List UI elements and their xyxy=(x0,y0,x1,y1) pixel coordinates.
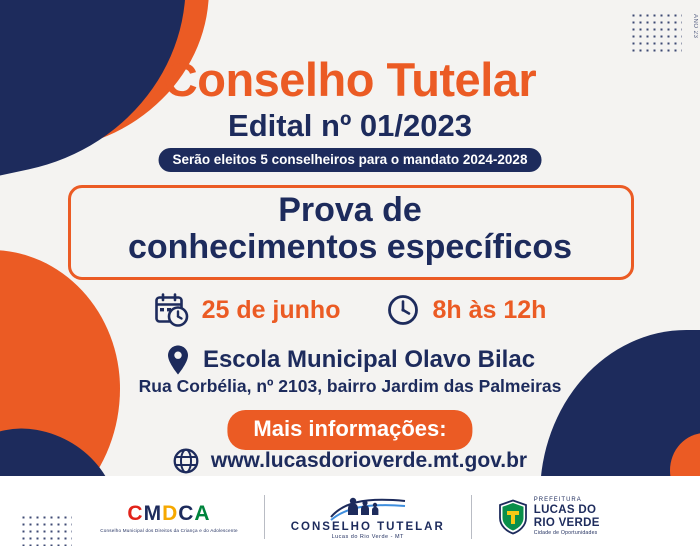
conselho-tutelar-name: CONSELHO TUTELAR xyxy=(290,520,445,533)
prefeitura-city-line2: RIO VERDE xyxy=(533,517,600,530)
cmdca-letter-5: A xyxy=(194,501,211,525)
venue-row xyxy=(0,344,700,376)
logo-prefeitura xyxy=(498,497,600,536)
more-info-banner: Mais informações: xyxy=(227,410,472,450)
exam-title-line1: Prova de xyxy=(278,191,422,229)
globe-icon xyxy=(173,448,199,474)
logo-bar xyxy=(0,482,700,552)
venue-name: Escola Municipal Olavo Bilac xyxy=(202,346,536,373)
conselho-tutelar-caption: Lucas do Rio Verde - MT xyxy=(331,533,404,540)
cmdca-caption: Conselho Municipal dos Direitos da Criança e do Adolescente xyxy=(100,527,238,533)
website-url[interactable]: www.lucasdorioverde.mt.gov.br xyxy=(210,449,528,472)
time-item xyxy=(386,293,546,327)
exam-date: 25 de junho xyxy=(201,295,341,324)
cmdca-letter-3: D xyxy=(162,501,179,525)
calendar-clock-icon xyxy=(154,292,190,328)
date-time-row xyxy=(0,292,700,328)
coat-of-arms-icon xyxy=(498,499,528,535)
family-figures-icon xyxy=(329,495,407,521)
prefeitura-tagline: Cidade de Oportunidades xyxy=(533,529,598,536)
cmdca-letter-4: C xyxy=(178,501,195,525)
exam-title xyxy=(0,192,700,267)
prefeitura-city-line1: LUCAS DO xyxy=(533,504,597,517)
exam-time: 8h às 12h xyxy=(432,295,547,324)
cmdca-wordmark xyxy=(127,502,210,526)
website-row[interactable] xyxy=(0,448,700,474)
page-title: Conselho Tutelar xyxy=(163,53,537,106)
logo-divider-1 xyxy=(264,495,265,539)
exam-title-line2: conhecimentos específicos xyxy=(127,228,573,267)
map-pin-icon xyxy=(165,344,191,376)
edital-subtitle: Edital nº 01/2023 xyxy=(228,108,472,143)
mandate-banner: Serão eleitos 5 conselheiros para o mandato 2024-2028 xyxy=(159,148,542,172)
cmdca-letter-1: C xyxy=(127,501,144,525)
side-label: ANO 23 xyxy=(692,14,698,39)
date-item xyxy=(154,292,341,328)
prefeitura-text xyxy=(534,497,600,536)
venue-address: Rua Corbélia, nº 2103, bairro Jardim das Palmeiras xyxy=(138,376,562,396)
logo-divider-2 xyxy=(471,495,472,539)
logo-conselho-tutelar xyxy=(291,495,445,540)
prefeitura-label: PREFEITURA xyxy=(533,497,582,504)
logo-cmdca xyxy=(100,502,237,533)
cmdca-letter-2: M xyxy=(143,501,163,525)
clock-icon xyxy=(386,293,420,327)
